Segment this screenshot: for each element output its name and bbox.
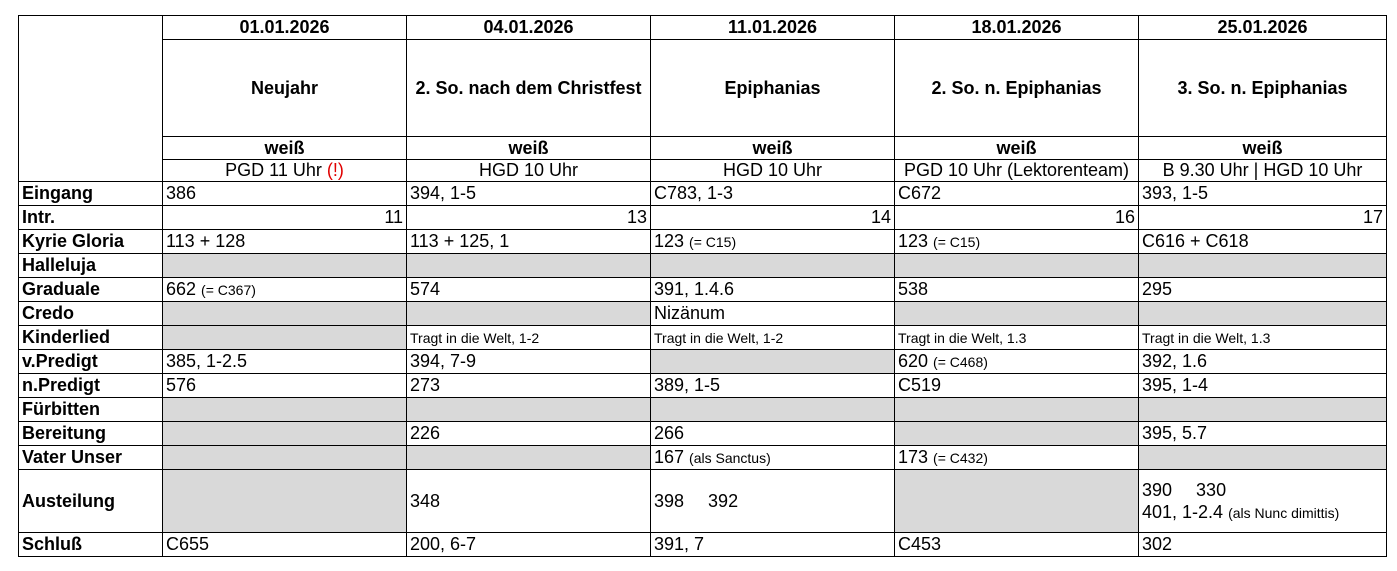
hymn-number: 662 <box>166 278 202 299</box>
empty-cell <box>895 254 1139 278</box>
hymn-cell <box>895 326 1139 350</box>
row-austeilung <box>19 470 1387 533</box>
hymn-number: 392 <box>708 490 739 511</box>
row-fuerbitten <box>19 398 1387 422</box>
row-label: n.Predigt <box>19 374 163 398</box>
row-kyrie-gloria <box>19 230 1387 254</box>
empty-cell <box>651 254 895 278</box>
introit-number-cell: 13 <box>407 206 651 230</box>
hymn-number: 620 <box>898 350 934 371</box>
liturgical-color-row <box>19 137 1387 160</box>
row-label: Credo <box>19 302 163 326</box>
service-text: PGD 11 Uhr <box>225 160 327 180</box>
introit-number-cell: 16 <box>895 206 1139 230</box>
childrens-song: Tragt in die Welt, 1.3 <box>898 329 1027 346</box>
empty-cell <box>163 302 407 326</box>
hymn-cell: 302 <box>1139 533 1387 557</box>
service-row <box>19 160 1387 182</box>
hymn-cell: 200, 6-7 <box>407 533 651 557</box>
empty-cell <box>407 398 651 422</box>
empty-cell <box>163 326 407 350</box>
hymn-cell <box>1139 278 1387 302</box>
empty-cell <box>163 470 407 533</box>
empty-cell <box>651 398 895 422</box>
hymn-number: 295 <box>1142 279 1173 299</box>
hymn-note: (= C468) <box>933 353 988 370</box>
row-label: Halleluja <box>19 254 163 278</box>
hymn-cell <box>163 230 407 254</box>
hymn-note: (= C367) <box>201 281 256 298</box>
hymn-cell: 389, 1-5 <box>651 374 895 398</box>
hymn-cell: C655 <box>163 533 407 557</box>
hymn-cell: 266 <box>651 422 895 446</box>
row-label: Austeilung <box>19 470 163 533</box>
sunday-name-cell: Epiphanias <box>651 40 895 137</box>
row-kinderlied <box>19 326 1387 350</box>
date-cell: 01.01.2026 <box>163 16 407 40</box>
hymn-number: 123 <box>654 230 690 251</box>
row-credo <box>19 302 1387 326</box>
hymn-cell: 386 <box>163 182 407 206</box>
sunday-name-cell: 2. So. n. Epiphanias <box>895 40 1139 137</box>
hymn-cell <box>651 278 895 302</box>
row-bereitung <box>19 422 1387 446</box>
warning-mark: (!) <box>326 160 344 180</box>
hymn-note: (= C15) <box>689 233 737 250</box>
sunday-name-cell: 3. So. n. Epiphanias <box>1139 40 1387 137</box>
hymn-number: 394, 7-9 <box>410 351 477 371</box>
hymn-cell: C783, 1-3 <box>651 182 895 206</box>
hymn-note: (= C15) <box>933 233 981 250</box>
empty-cell <box>895 398 1139 422</box>
liturgical-color-cell: weiß <box>163 137 407 160</box>
empty-cell <box>163 398 407 422</box>
service-cell: B 9.30 Uhr | HGD 10 Uhr <box>1139 160 1387 182</box>
empty-cell <box>1139 398 1387 422</box>
hymn-cell <box>163 278 407 302</box>
hymn-note: (als Nunc dimittis) <box>1228 504 1340 521</box>
empty-cell <box>163 422 407 446</box>
hymn-cell: 273 <box>407 374 651 398</box>
hymn-number: 538 <box>898 279 929 299</box>
row-halleluja <box>19 254 1387 278</box>
service-cell: PGD 10 Uhr (Lektorenteam) <box>895 160 1139 182</box>
corner-cell <box>19 16 163 182</box>
hymn-cell <box>651 446 895 470</box>
empty-cell <box>895 302 1139 326</box>
hymn-number: 113 + 125, 1 <box>410 231 510 251</box>
empty-cell <box>407 302 651 326</box>
hymn-number: 330 <box>1196 479 1227 500</box>
sunday-name-row <box>19 40 1387 137</box>
hymn-note: (= C432) <box>933 449 988 466</box>
hymn-note: (als Sanctus) <box>689 449 771 466</box>
hymn-cell <box>1139 230 1387 254</box>
hymn-cell: C453 <box>895 533 1139 557</box>
date-cell: 11.01.2026 <box>651 16 895 40</box>
hymn-cell: 348 <box>407 470 651 533</box>
row-label: Kyrie Gloria <box>19 230 163 254</box>
hymn-number: 385, 1-2.5 <box>166 351 248 371</box>
hymn-number: 390 <box>1142 479 1173 500</box>
introit-number-cell: 17 <box>1139 206 1387 230</box>
row-graduale <box>19 278 1387 302</box>
row-vater-unser <box>19 446 1387 470</box>
hymn-cell <box>1139 326 1387 350</box>
row-label: Fürbitten <box>19 398 163 422</box>
row-vor-predigt <box>19 350 1387 374</box>
empty-cell <box>407 254 651 278</box>
hymn-number: 391, 1.4.6 <box>654 279 735 299</box>
row-label: Vater Unser <box>19 446 163 470</box>
hymn-number: 173 <box>898 446 934 467</box>
row-label: Intr. <box>19 206 163 230</box>
hymn-cell: C519 <box>895 374 1139 398</box>
row-label: Schluß <box>19 533 163 557</box>
introit-number-cell: 14 <box>651 206 895 230</box>
liturgical-color-cell: weiß <box>1139 137 1387 160</box>
hymn-number: 574 <box>410 279 441 299</box>
hymn-cell: 394, 1-5 <box>407 182 651 206</box>
hymn-cell <box>651 326 895 350</box>
row-eingang <box>19 182 1387 206</box>
empty-cell <box>163 254 407 278</box>
hymn-cell <box>407 326 651 350</box>
hymn-cell: C672 <box>895 182 1139 206</box>
empty-cell <box>1139 446 1387 470</box>
hymn-cell <box>1139 470 1387 533</box>
hymn-cell <box>895 446 1139 470</box>
hymn-cell <box>1139 350 1387 374</box>
row-label: Bereitung <box>19 422 163 446</box>
row-label: Kinderlied <box>19 326 163 350</box>
liturgical-color-cell: weiß <box>651 137 895 160</box>
hymn-number: 113 + 128 <box>166 231 246 251</box>
empty-cell <box>895 422 1139 446</box>
hymn-cell <box>651 230 895 254</box>
row-schluss <box>19 533 1387 557</box>
empty-cell <box>1139 302 1387 326</box>
liturgical-color-cell: weiß <box>895 137 1139 160</box>
hymn-number: 398 <box>654 490 685 511</box>
empty-cell <box>163 446 407 470</box>
empty-cell <box>1139 254 1387 278</box>
row-nach-predigt <box>19 374 1387 398</box>
hymn-number: 392, 1.6 <box>1142 351 1208 371</box>
hymn-cell: 393, 1-5 <box>1139 182 1387 206</box>
date-cell: 25.01.2026 <box>1139 16 1387 40</box>
empty-cell <box>651 350 895 374</box>
liturgical-color-cell: weiß <box>407 137 651 160</box>
hymn-cell: 395, 5.7 <box>1139 422 1387 446</box>
hymn-number: C616 + C618 <box>1142 231 1249 251</box>
hymn-cell <box>163 350 407 374</box>
childrens-song: Tragt in die Welt, 1-2 <box>654 329 784 346</box>
hymn-cell <box>651 470 895 533</box>
row-intr <box>19 206 1387 230</box>
empty-cell <box>407 446 651 470</box>
hymn-cell: 576 <box>163 374 407 398</box>
sunday-name-cell: 2. So. nach dem Christfest <box>407 40 651 137</box>
date-row <box>19 16 1387 40</box>
hymn-cell: Nizänum <box>651 302 895 326</box>
hymn-cell <box>407 350 651 374</box>
service-cell <box>163 160 407 182</box>
hymn-cell: 226 <box>407 422 651 446</box>
service-cell: HGD 10 Uhr <box>407 160 651 182</box>
hymn-cell <box>407 278 651 302</box>
hymn-cell: 395, 1-4 <box>1139 374 1387 398</box>
introit-number-cell: 11 <box>163 206 407 230</box>
hymn-number: 401, 1-2.4 <box>1142 501 1229 522</box>
hymn-cell <box>895 350 1139 374</box>
date-cell: 18.01.2026 <box>895 16 1139 40</box>
hymn-number: 123 <box>898 230 934 251</box>
sunday-name-cell: Neujahr <box>163 40 407 137</box>
row-label: Graduale <box>19 278 163 302</box>
hymn-cell <box>895 230 1139 254</box>
service-cell: HGD 10 Uhr <box>651 160 895 182</box>
empty-cell <box>895 470 1139 533</box>
childrens-song: Tragt in die Welt, 1-2 <box>410 329 540 346</box>
hymn-cell <box>895 278 1139 302</box>
hymn-plan-table <box>18 15 1387 557</box>
row-label: Eingang <box>19 182 163 206</box>
hymn-cell: 391, 7 <box>651 533 895 557</box>
childrens-song: Tragt in die Welt, 1.3 <box>1142 329 1271 346</box>
hymn-number: 167 <box>654 446 690 467</box>
hymn-cell <box>407 230 651 254</box>
date-cell: 04.01.2026 <box>407 16 651 40</box>
row-label: v.Predigt <box>19 350 163 374</box>
